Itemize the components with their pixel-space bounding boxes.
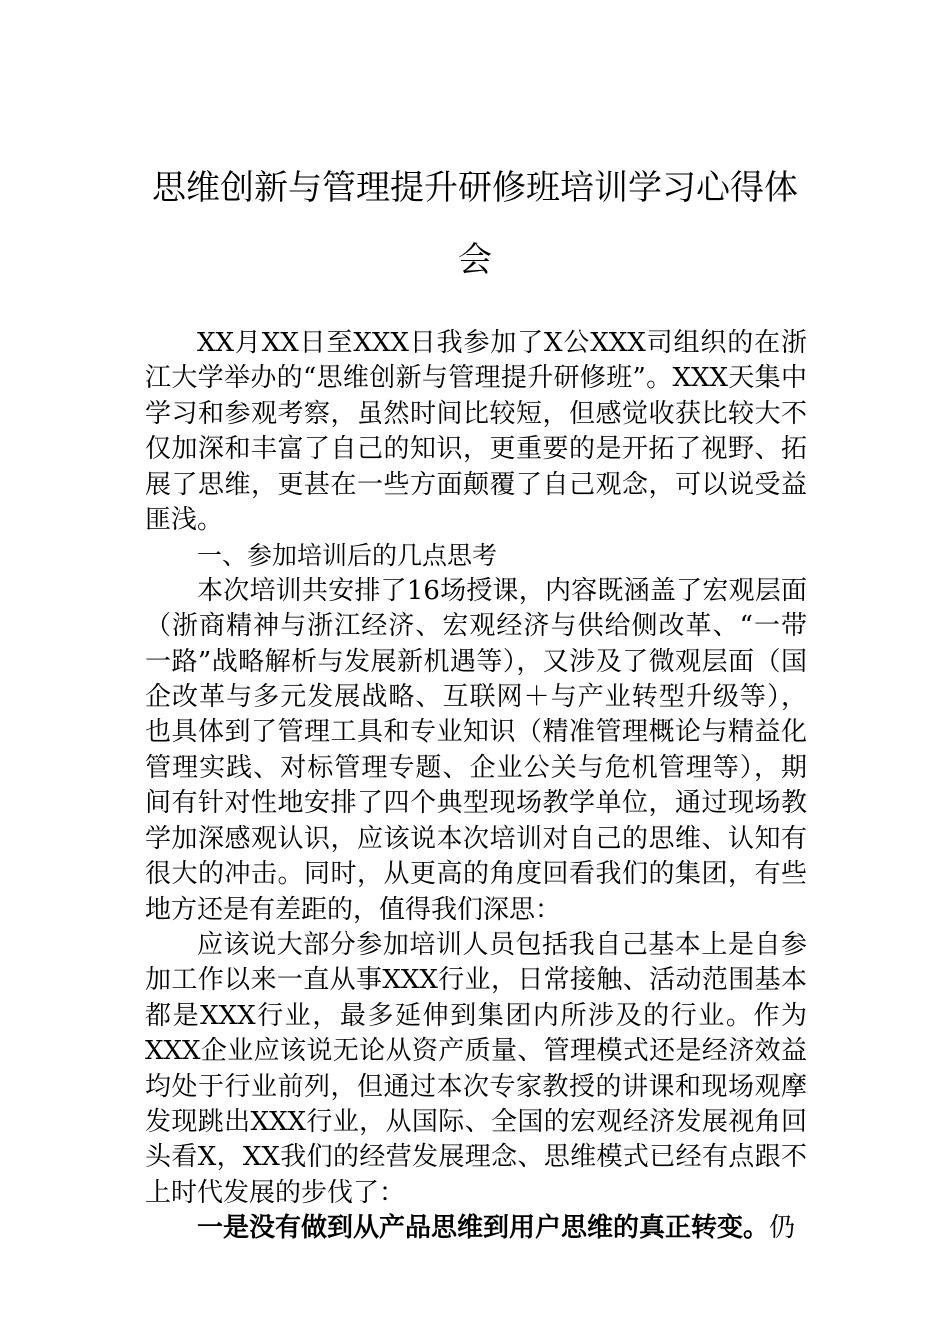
paragraph-point-one <box>145 1211 807 1246</box>
paragraph-intro: XX月XX日至XXX日我参加了X公XXX司组织的在浙江大学举办的“思维创新与管理提升研修班”。XXX天集中学习和参观考察，虽然时间比较短，但感觉收获比较大不仅加深和丰富了自己的知识，更重要的是开拓了视野、拓展了思维，更甚在一些方面颠覆了自己观念，可以说受益匪浅。 <box>145 328 807 536</box>
point-one-continuation: 仍 <box>769 1213 796 1244</box>
paragraph-training-content: 本次培训共安排了16场授课，内容既涵盖了宏观层面（浙商精神与浙江经济、宏观经济与供给侧改革、“一带一路”战略解析与发展新机遇等），又涉及了微观层面（国企改革与多元发展战略、互联网＋与产业转型升级等），也具体到了管理工具和专业知识（精准管理概论与精益化管理实践、对标管理专题、企业公关与危机管理等），期间有针对性地安排了四个典型现场教学单位，通过现场教学加深感观认识，应该说本次培训对自己的思维、认知有很大的冲击。同时，从更高的角度回看我们的集团，有些地方还是有差距的，值得我们深思： <box>145 575 807 925</box>
document-title: 思维创新与管理提升研修班培训学习心得体会 <box>152 168 798 280</box>
section-heading: 一、参加培训后的几点思考 <box>197 541 498 571</box>
document-body <box>145 326 807 1247</box>
paragraph-reflection: 应该说大部分参加培训人员包括我自己基本上是自参加工作以来一直从事XXX行业，日常接触、活动范围基本都是XXX行业，最多延伸到集团内所涉及的行业。作为XXX企业应该说无论从资产质量、管理模式还是经济效益均处于行业前列，但通过本次专家教授的讲课和现场观摩发现跳出XXX行业，从国际、全国的宏观经济发展视角回头看X，XX我们的经营发展理念、思维模式已经有点跟不上时代发展的步伐了： <box>145 929 807 1208</box>
point-one-bold-lead: 一是没有做到从产品思维到用户思维的真正转变。 <box>197 1213 770 1244</box>
